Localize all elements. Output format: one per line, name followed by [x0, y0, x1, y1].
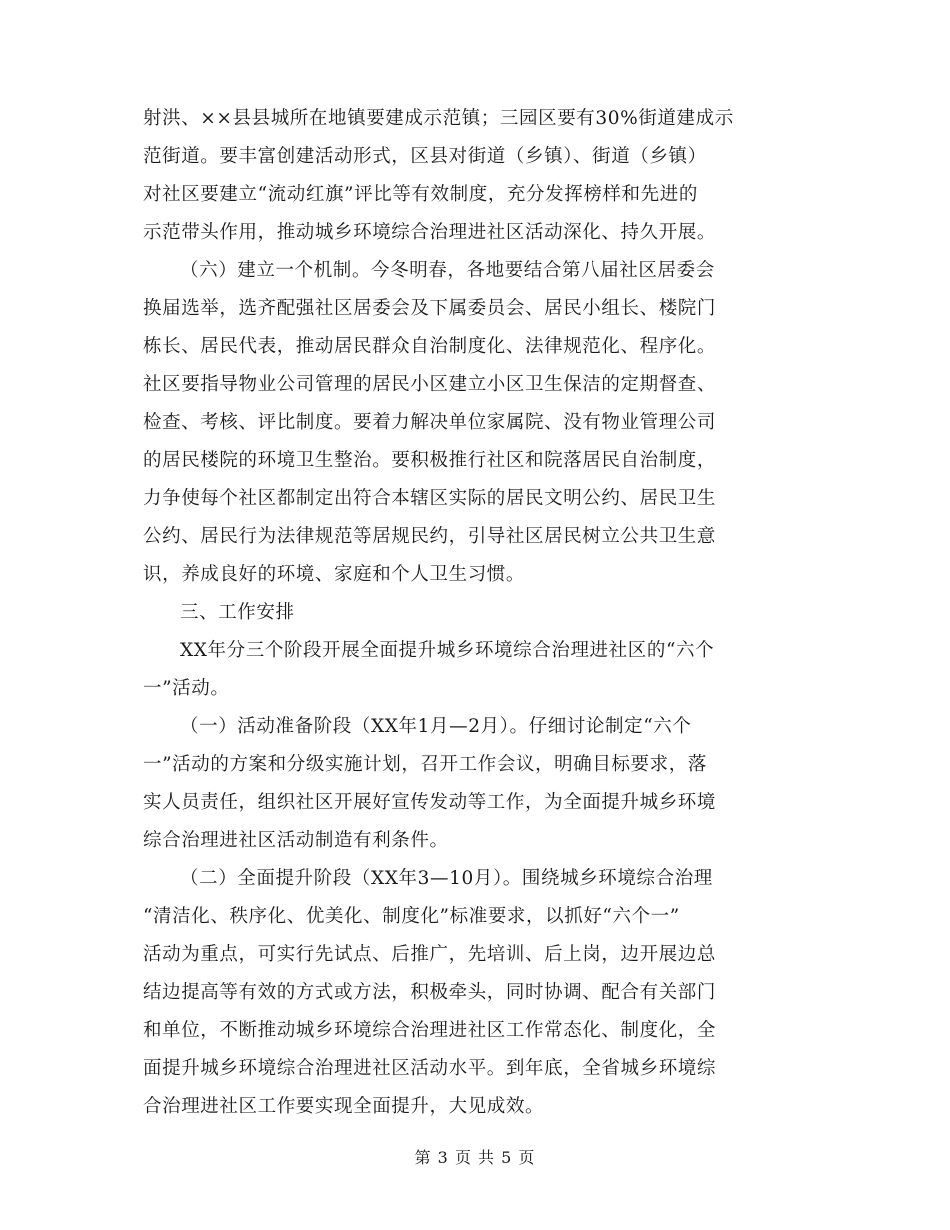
- text-line: 综合治理进社区活动制造有利条件。: [143, 830, 449, 851]
- text-line: 结边提高等有效的方式或方法，积极牵头，同时协调、配合有关部门: [143, 982, 717, 1003]
- text-line: 活动为重点，可实行先试点、后推广，先培训、后上岗，边开展边总: [143, 944, 717, 965]
- text-line: 一”活动的方案和分级实施计划，召开工作会议，明确目标要求，落: [143, 754, 707, 775]
- text-line: “清洁化、秩序化、优美化、制度化”标准要求，以抓好“六个一”: [143, 906, 680, 927]
- text-line: 力争使每个社区都制定出符合本辖区实际的居民文明公约、居民卫生: [143, 488, 717, 509]
- paragraph-start-line: （六）建立一个机制。今冬明春，各地要结合第八届社区居委会: [180, 260, 715, 281]
- text-line: 对社区要建立“流动红旗”评比等有效制度，充分发挥榜样和先进的: [143, 184, 698, 205]
- text-line: 检查、考核、评比制度。要着力解决单位家属院、没有物业管理公司: [143, 412, 717, 433]
- text-line: 合治理进社区工作要实现全面提升，大见成效。: [143, 1096, 545, 1117]
- section-heading: 三、工作安排: [180, 602, 295, 623]
- text-line: 实人员责任，组织社区开展好宣传发动等工作，为全面提升城乡环境: [143, 792, 717, 813]
- document-body: [143, 100, 808, 1126]
- text-line: 公约、居民行为法律规范等居规民约，引导社区居民树立公共卫生意: [143, 526, 717, 547]
- text-line: 示范带头作用，推动城乡环境综合治理进社区活动深化、持久开展。: [143, 222, 717, 243]
- text-line: 社区要指导物业公司管理的居民小区建立小区卫生保洁的定期督查、: [143, 374, 717, 395]
- text-line: 面提升城乡环境综合治理进社区活动水平。到年底，全省城乡环境综: [143, 1058, 717, 1079]
- text-line: 的居民楼院的环境卫生整治。要积极推行社区和院落居民自治制度，: [143, 450, 717, 471]
- text-line: 识，养成良好的环境、家庭和个人卫生习惯。: [143, 564, 526, 585]
- paragraph-start-line: （一）活动准备阶段（XX年1月—2月）。仔细讨论制定“六个: [180, 716, 692, 737]
- text-line: 射洪、××县县城所在地镇要建成示范镇；三园区要有30%街道建成示: [143, 108, 734, 129]
- page-number-footer: 第 3 页 共 5 页: [414, 1148, 536, 1167]
- text-line: 和单位，不断推动城乡环境综合治理进社区工作常态化、制度化，全: [143, 1020, 717, 1041]
- text-line: 范街道。要丰富创建活动形式，区县对街道（乡镇）、街道（乡镇）: [143, 146, 707, 167]
- paragraph-start-line: （二）全面提升阶段（XX年3—10月）。围绕城乡环境综合治理: [180, 868, 713, 889]
- text-line: 一”活动。: [143, 678, 230, 699]
- paragraph-start-line: XX年分三个阶段开展全面提升城乡环境综合治理进社区的“六个: [180, 640, 715, 661]
- text-line: 换届选举，选齐配强社区居委会及下属委员会、居民小组长、楼院门: [143, 298, 717, 319]
- text-line: 栋长、居民代表，推动居民群众自治制度化、法律规范化、程序化。: [143, 336, 717, 357]
